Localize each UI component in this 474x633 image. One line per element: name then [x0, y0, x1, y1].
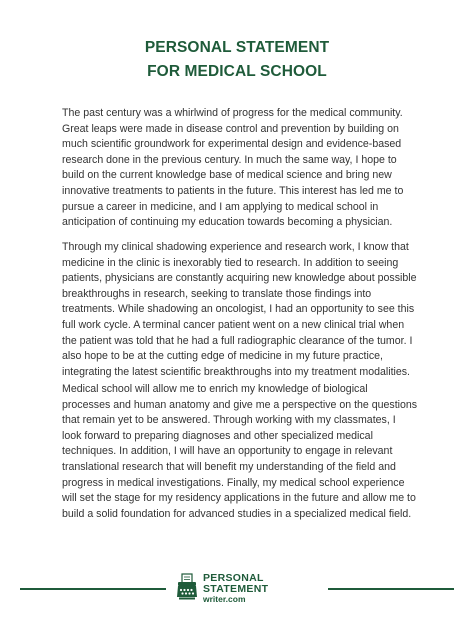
paragraph-1: The past century was a whirlwind of progress for the medical community. Great leaps were made in disease control and prevention by building on much scientific groundwork for experimental design and evidence-based research done in the previous century. In much the same way, I hope to build on the current knowledge base of medical science and bring new innovative treatments to patients in the future. This interest has led me to pursue a career in medicine, and I am applying to medical school in anticipation of continuing my education towards becoming a physician. — [62, 107, 404, 229]
logo-text-personal: PERSONAL — [203, 572, 264, 584]
footer-logo — [203, 573, 323, 604]
paragraph-3: Medical school will allow me to enrich my knowledge of biological processes and human anatomy and give me a perspective on the questions that remain yet to be answered. Through working with my classmates, I look forward to preparing diagnoses and other specialized medical techniques. In addition, I will have an opportunity to engage in relevant translational research that will benefit my understanding of the field and progress in medical investigations. Finally, my medical school experience will set the stage for my residency applications in the future and allow me to build a solid foundation for advanced studies in a specialized medical field. — [62, 383, 418, 520]
logo-text-statement: STATEMENT — [203, 582, 269, 595]
document-title-line1: PERSONAL STATEMENT — [144, 39, 330, 56]
footer-divider-left — [20, 588, 166, 590]
typewriter-icon — [176, 573, 198, 601]
logo-text-domain: writer.com — [203, 594, 246, 604]
document-title-line2: FOR MEDICAL SCHOOL — [147, 63, 327, 80]
footer-divider-right — [328, 588, 454, 590]
paragraph-2: Through my clinical shadowing experience and research work, I know that medicine in the clinic is inexorably tied to research. In addition to seeing patients, physicians are constantly acquiring new knowledge about possible breakthroughs in research, seeking to translate those findings into treatments. While shadowing an oncologist, I had an opportunity to see this full work cycle. A terminal cancer patient went on a new clinical trial when the patient was told that he had a full radiographic clearance of the tumor. I also hope to be at the cutting edge of medicine in my future practice, integrating the latest scientific breakthroughs into my treatment modalities. — [62, 241, 417, 378]
